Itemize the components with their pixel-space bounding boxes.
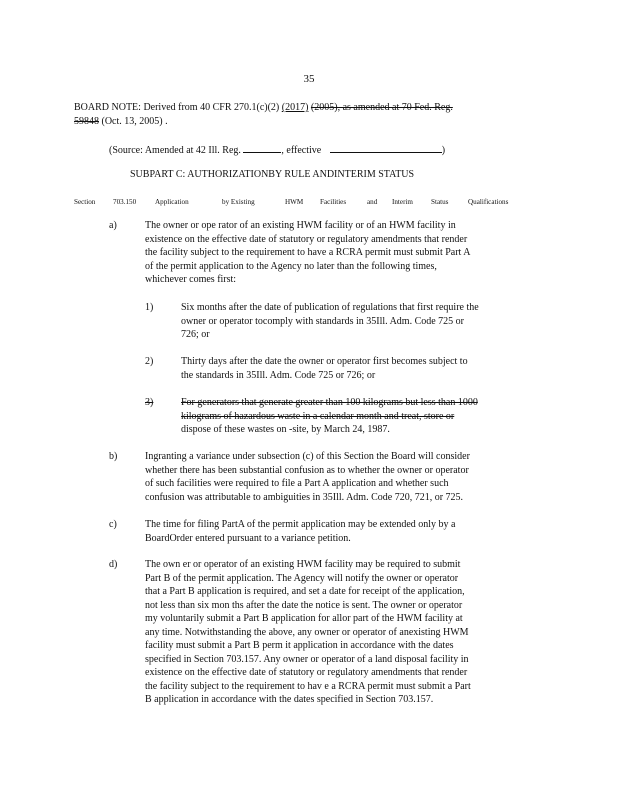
item-1-label: 1) — [145, 302, 154, 313]
text-line: The owner or ope rator of an existing HWM facility or of an HWM facility in — [145, 220, 456, 231]
source-line — [109, 143, 445, 158]
board-note-line-2 — [74, 115, 168, 129]
register-page-blank[interactable] — [243, 143, 281, 153]
board-note-line-1 — [74, 101, 453, 115]
section-heading-word: HWM — [285, 197, 304, 206]
paragraph-b-text — [145, 450, 470, 504]
paragraph-b-label: b) — [109, 451, 118, 462]
source-suffix: ) — [441, 145, 446, 156]
text-line: whichever comes first: — [145, 274, 237, 285]
text-line: dispose of these wastes on -site, by March 24, 1987. — [181, 424, 390, 435]
paragraph-d-label: d) — [109, 559, 118, 570]
item-3-text — [181, 396, 478, 437]
text-line: BoardOrder entered pursuant to a variance petition. — [145, 532, 351, 544]
text-line: facility must submit a Part B perm it application in accordance with the dates — [145, 640, 454, 651]
board-note-struck-text: (2005), as amended at 70 Fed. Reg. — [310, 102, 453, 113]
text-line: Thirty days after the date the owner or operator first becomes subject to — [181, 356, 468, 367]
section-heading-word: Application — [155, 197, 189, 206]
board-note-struck-number: 59848 — [74, 116, 99, 127]
section-heading-word: and — [367, 197, 378, 206]
struck-text-line: kilograms of hazardous waste in a calendar month and treat, store or — [181, 410, 455, 422]
board-note-date: (Oct. 13, 2005) . — [101, 116, 168, 127]
source-middle: , effective — [281, 145, 322, 156]
section-heading-word: Interim — [392, 197, 413, 206]
text-line: the facility subject to the requirement to hav e a RCRA permit must submit a Part — [145, 680, 471, 692]
section-heading-word: Section — [74, 197, 96, 206]
text-line: The own er or operator of an existing HWM facility may be required to submit — [145, 559, 461, 570]
paragraph-c-label: c) — [109, 519, 117, 530]
board-note-added-year: (2017) — [281, 102, 309, 113]
text-line: not less than six mon ths after the date the notice is sent. The owner or operator — [145, 599, 463, 611]
text-line: confusion was attributable to ambiguities in 35Ill. Adm. Code 720, 721, or 725. — [145, 491, 464, 503]
paragraph-d-text — [145, 558, 471, 707]
item-1-text — [181, 301, 479, 342]
text-line: 726; or — [181, 329, 210, 340]
source-prefix: (Source: Amended at 42 Ill. Reg. — [109, 145, 241, 156]
item-3-label: 3) — [145, 397, 154, 408]
page-number: 35 — [303, 73, 315, 85]
text-line: Six months after the date of publication of regulations that first require the — [181, 302, 479, 313]
section-heading-word: 703.150 — [113, 197, 137, 206]
text-line: of such facilities were required to file a Part A application and whether such — [145, 478, 449, 489]
text-line: The time for filing PartA of the permit application may be extended only by a — [145, 519, 456, 530]
text-line: whether there has been substantial confusion as to whether the owner or operator — [145, 464, 469, 476]
text-line: my voluntarily submit a Part B application for allor part of the HWM facility at — [145, 613, 463, 624]
section-heading-word: Status — [431, 197, 449, 206]
struck-text-line: For generators that generate greater than 100 kilograms but less than 1000 — [181, 397, 478, 408]
effective-date-blank[interactable] — [330, 143, 442, 153]
text-line: B application in accordance with the dates specified in Section 703.157. — [145, 694, 434, 705]
subpart-heading: SUBPART C: AUTHORIZATIONBY RULE ANDINTERIM STATUS — [130, 169, 415, 180]
paragraph-a-label: a) — [109, 220, 117, 231]
text-line: owner or operator tocomply with standards in 35Ill. Adm. Code 725 or — [181, 315, 465, 327]
text-line: that a Part B application is required, and set a date for receipt of the application, — [145, 586, 465, 597]
text-line: existence on the effective date of statutory or regulatory amendments that render — [145, 233, 468, 245]
section-heading-word: by Existing — [222, 197, 255, 206]
item-2-text — [181, 355, 468, 382]
board-note-prefix: BOARD NOTE: Derived from 40 CFR 270.1(c)(2) — [74, 102, 280, 113]
section-heading-word: Facilities — [320, 197, 347, 206]
text-line: the facility subject to the requirement to have a RCRA permit must submit Part A — [145, 247, 471, 258]
text-line: of the permit application to the Agency no later than the following times, — [145, 260, 437, 272]
text-line: the standards in 35Ill. Adm. Code 725 or 726; or — [181, 369, 376, 381]
item-2-label: 2) — [145, 356, 154, 367]
paragraph-a-text — [145, 219, 471, 287]
text-line: Part B of the permit application. The Agency will notify the owner or operator — [145, 572, 459, 584]
section-heading-word: Qualifications — [468, 197, 509, 206]
text-line: Ingranting a variance under subsection (c) of this Section the Board will consider — [145, 451, 470, 462]
text-line: any time. Notwithstanding the above, any owner or operator of anexisting HWM — [145, 626, 469, 638]
text-line: specified in Section 703.157. Any owner or operator of a land disposal facility in — [145, 653, 469, 665]
paragraph-c-text — [145, 518, 455, 545]
text-line: existence on the effective date of statutory or regulatory amendments that render — [145, 667, 468, 678]
